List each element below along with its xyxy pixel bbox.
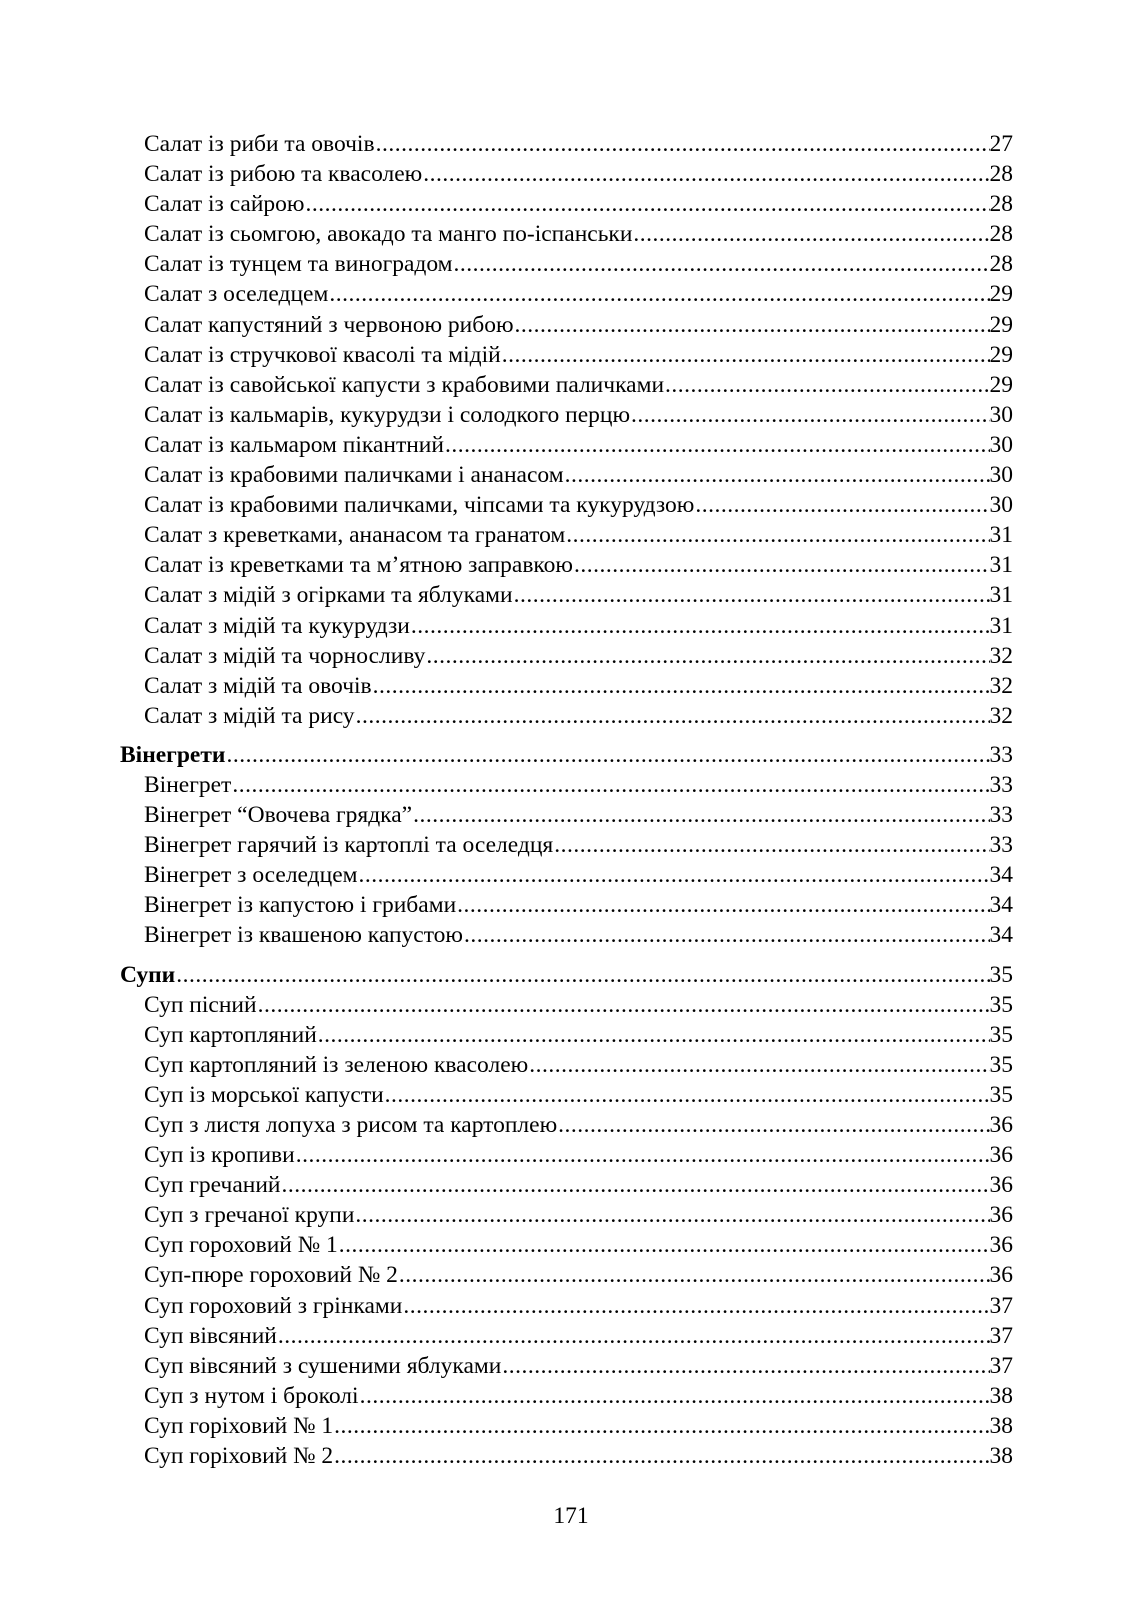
toc-entry-row	[120, 340, 1013, 370]
dot-leader	[354, 1200, 989, 1230]
toc-entry-title: Салат із сайрою	[144, 191, 305, 218]
dot-leader	[573, 550, 990, 580]
toc-page-number: 35	[989, 1081, 1013, 1108]
dot-leader	[565, 520, 989, 550]
toc-page-number: 29	[989, 281, 1013, 308]
toc-entry-row	[120, 1351, 1013, 1381]
toc-entry-title: Суп із кропиви	[144, 1142, 295, 1169]
toc-section-title: Вінегрети	[120, 741, 226, 768]
dot-leader	[359, 1381, 990, 1411]
toc-entry-title: Суп з гречаної крупи	[144, 1202, 355, 1229]
toc-entry-title: Суп гречаний	[144, 1172, 281, 1199]
toc-page-number: 34	[989, 862, 1013, 889]
toc-page-number: 37	[989, 1352, 1013, 1379]
dot-leader	[501, 340, 990, 370]
toc-page-number: 34	[989, 922, 1013, 949]
toc-page-number: 36	[989, 1112, 1013, 1138]
toc-entry-title: Салат із стручкової квасолі та мідій	[144, 341, 501, 368]
toc-page-number: 29	[989, 341, 1013, 368]
toc-entry-title: Салат із кальмарів, кукурудзи і солодкого перцю	[144, 401, 631, 428]
toc-page-number: 30	[989, 401, 1013, 428]
dot-leader	[175, 960, 989, 990]
toc-section-row	[120, 960, 1013, 990]
toc-entry-row	[120, 800, 1013, 830]
toc-section-title: Супи	[120, 961, 176, 988]
dot-leader	[632, 219, 989, 249]
toc-entry-row	[120, 1230, 1013, 1260]
toc-entry-title: Салат з мідій та чорносливу	[144, 642, 426, 669]
toc-entry-title: Вінегрет гарячий із картоплі та оселедця	[144, 832, 554, 859]
toc-entry-title: Суп горіховий № 2	[144, 1443, 334, 1470]
toc-page-number: 28	[989, 221, 1013, 248]
toc-entry-title: Суп картопляний	[144, 1021, 317, 1048]
page-number: 171	[553, 1503, 589, 1529]
toc-entry-title: Вінегрет із капустою і грибами	[144, 892, 457, 919]
dot-leader	[528, 1050, 989, 1080]
toc-entry-title: Суп-пюре гороховий № 2	[144, 1262, 398, 1289]
dot-leader	[694, 490, 989, 520]
toc-page-number: 38	[989, 1443, 1013, 1470]
dot-leader	[564, 460, 990, 490]
dot-leader	[456, 890, 989, 920]
toc-entry-row	[120, 400, 1013, 430]
toc-entry-row	[120, 671, 1013, 701]
toc-page-number: 30	[989, 431, 1013, 458]
dot-leader	[463, 920, 990, 950]
toc-entry-row	[120, 1291, 1013, 1321]
toc-entry-row	[120, 1170, 1013, 1200]
toc-entry-title: Салат із крабовими паличками і ананасом	[144, 462, 564, 489]
dot-leader	[338, 1230, 990, 1260]
dot-leader	[513, 580, 990, 610]
toc-entry-row	[120, 990, 1013, 1020]
toc-page-number: 31	[989, 552, 1013, 579]
dot-leader	[333, 1411, 989, 1441]
toc-entry-row	[120, 611, 1013, 641]
toc-page-number: 36	[989, 1262, 1013, 1289]
toc-entry-row	[120, 1381, 1013, 1411]
toc-page-number: 32	[989, 702, 1013, 729]
dot-leader	[553, 830, 989, 860]
toc-entry-title: Салат з мідій та овочів	[144, 672, 372, 699]
dot-leader	[328, 279, 989, 309]
toc-page-number: 37	[989, 1322, 1013, 1349]
toc-entry-title: Суп гороховий з грінками	[144, 1292, 403, 1319]
toc-entry-row	[120, 1260, 1013, 1290]
toc-page-number: 29	[989, 311, 1013, 338]
toc-entry-row	[120, 1321, 1013, 1351]
toc-entry-row	[120, 249, 1013, 279]
toc-entry-title: Суп горіховий № 1	[144, 1412, 334, 1439]
toc-entry-title: Вінегрет	[144, 771, 232, 798]
toc-entry-title: Салат із савойської капусти з крабовими паличками	[144, 371, 665, 398]
toc-page-number: 31	[989, 612, 1013, 639]
toc-entry-title: Салат із тунцем та виноградом	[144, 251, 453, 278]
toc-entry-title: Суп вівсяний з сушеними яблуками	[144, 1352, 502, 1379]
toc-page-number: 38	[989, 1412, 1013, 1439]
dot-leader	[557, 1110, 989, 1140]
toc-page-number: 32	[989, 672, 1013, 699]
toc-page-number: 35	[989, 961, 1013, 988]
toc-page-number: 36	[989, 1202, 1013, 1229]
toc-page-number: 28	[989, 251, 1013, 278]
dot-leader	[231, 770, 989, 800]
toc-entry-row	[120, 860, 1013, 890]
dot-leader	[333, 1441, 989, 1471]
toc-entry-title: Салат з оселедцем	[144, 281, 329, 308]
dot-leader	[225, 740, 989, 770]
toc-entry-row	[120, 1110, 1013, 1140]
dot-leader	[304, 189, 989, 219]
toc-page-number: 33	[989, 832, 1013, 859]
toc-entry-row	[120, 1050, 1013, 1080]
toc-page-number: 33	[989, 741, 1013, 768]
toc-entry-row	[120, 550, 1013, 580]
toc-entry-row	[120, 430, 1013, 460]
toc-entry-title: Вінегрет з оселедцем	[144, 862, 358, 889]
toc-entry-row	[120, 490, 1013, 520]
toc-entry-row	[120, 129, 1013, 159]
toc-entry-title: Салат з мідій та кукурудзи	[144, 612, 410, 639]
dot-leader	[257, 990, 990, 1020]
toc-entry-title: Суп з листя лопуха з рисом та картоплею	[144, 1112, 558, 1138]
toc-entry-row	[120, 1441, 1013, 1471]
toc-page-number: 36	[989, 1142, 1013, 1169]
toc-page-number: 31	[989, 522, 1013, 549]
dot-leader	[501, 1351, 989, 1381]
toc-entry-row	[120, 1200, 1013, 1230]
toc-page-number: 34	[989, 892, 1013, 919]
dot-leader	[410, 611, 990, 641]
dot-leader	[295, 1140, 990, 1170]
dot-leader	[425, 641, 989, 671]
dot-leader	[355, 701, 990, 731]
dot-leader	[664, 370, 989, 400]
toc-page-number: 28	[989, 161, 1013, 188]
toc-section-row	[120, 740, 1013, 770]
toc-entry-title: Салат з креветками, ананасом та гранатом	[144, 522, 566, 549]
toc-page-number: 36	[989, 1232, 1013, 1259]
toc-entry-title: Суп з нутом і броколі	[144, 1382, 359, 1409]
dot-leader	[281, 1170, 990, 1200]
dot-leader	[453, 249, 990, 279]
toc-entry-title: Вінегрет із квашеною капустою	[144, 922, 463, 949]
dot-leader	[372, 671, 990, 701]
toc-page-number: 33	[989, 802, 1013, 829]
dot-leader	[375, 129, 990, 159]
toc-entry-row	[120, 279, 1013, 309]
toc-entry-title: Салат із кальмаром пікантний	[144, 431, 444, 458]
toc-entry-row	[120, 219, 1013, 249]
toc-entry-row	[120, 580, 1013, 610]
dot-leader	[630, 400, 989, 430]
dot-leader	[277, 1321, 990, 1351]
toc-page-number: 29	[989, 371, 1013, 398]
toc-entry-row	[120, 370, 1013, 400]
toc-entry-title: Салат з мідій та рису	[144, 702, 355, 729]
toc-page-number: 37	[989, 1292, 1013, 1319]
toc-page-number: 35	[989, 1051, 1013, 1078]
toc-entry-row	[120, 520, 1013, 550]
toc-page-number: 36	[989, 1172, 1013, 1199]
toc-entry-row	[120, 1020, 1013, 1050]
toc-entry-title: Суп пісний	[144, 991, 257, 1018]
toc-entry-title: Вінегрет “Овочева грядка”	[144, 802, 413, 829]
dot-leader	[444, 430, 990, 460]
toc-entry-row	[120, 189, 1013, 219]
toc-entry-title: Салат із рибою та квасолею	[144, 161, 423, 188]
dot-leader	[317, 1020, 990, 1050]
dot-leader	[422, 159, 989, 189]
toc-entry-title: Салат з мідій з огірками та яблуками	[144, 582, 513, 609]
toc-entry-row	[120, 460, 1013, 490]
table-of-contents	[120, 129, 1013, 1471]
toc-entry-row	[120, 1411, 1013, 1441]
toc-entry-row	[120, 1080, 1013, 1110]
toc-entry-row	[120, 920, 1013, 950]
dot-leader	[514, 310, 990, 340]
toc-page-number: 31	[989, 582, 1013, 609]
toc-entry-title: Салат із риби та овочів	[144, 131, 375, 157]
toc-entry-row	[120, 890, 1013, 920]
toc-entry-title: Салат із крабовими паличками, чіпсами та кукурудзою	[144, 492, 695, 519]
dot-leader	[412, 800, 989, 830]
dot-leader	[384, 1080, 990, 1110]
toc-page-number: 35	[989, 1021, 1013, 1048]
dot-leader	[402, 1291, 989, 1321]
toc-entry-row	[120, 1140, 1013, 1170]
toc-entry-title: Суп вівсяний	[144, 1322, 277, 1349]
toc-page-number: 30	[989, 462, 1013, 489]
toc-entry-row	[120, 310, 1013, 340]
toc-page-number: 33	[989, 771, 1013, 798]
toc-entry-title: Салат капустяний з червоною рибою	[144, 311, 514, 338]
toc-entry-title: Суп із морської капусти	[144, 1081, 384, 1108]
toc-page-number: 35	[989, 991, 1013, 1018]
toc-entry-row	[120, 770, 1013, 800]
dot-leader	[358, 860, 990, 890]
dot-leader	[398, 1260, 990, 1290]
toc-page-number: 38	[989, 1382, 1013, 1409]
toc-entry-row	[120, 830, 1013, 860]
toc-page-number: 32	[989, 642, 1013, 669]
toc-page-number: 28	[989, 191, 1013, 218]
toc-entry-title: Суп гороховий № 1	[144, 1232, 338, 1259]
toc-page-number: 30	[989, 492, 1013, 519]
toc-entry-row	[120, 641, 1013, 671]
toc-entry-row	[120, 159, 1013, 189]
toc-entry-title: Салат із креветками та м’ятною заправкою	[144, 552, 573, 579]
toc-entry-title: Суп картопляний із зеленою квасолею	[144, 1051, 529, 1078]
toc-entry-title: Салат із сьомгою, авокадо та манго по-іспанськи	[144, 221, 633, 248]
toc-page-number: 27	[989, 131, 1013, 157]
toc-entry-row	[120, 701, 1013, 731]
